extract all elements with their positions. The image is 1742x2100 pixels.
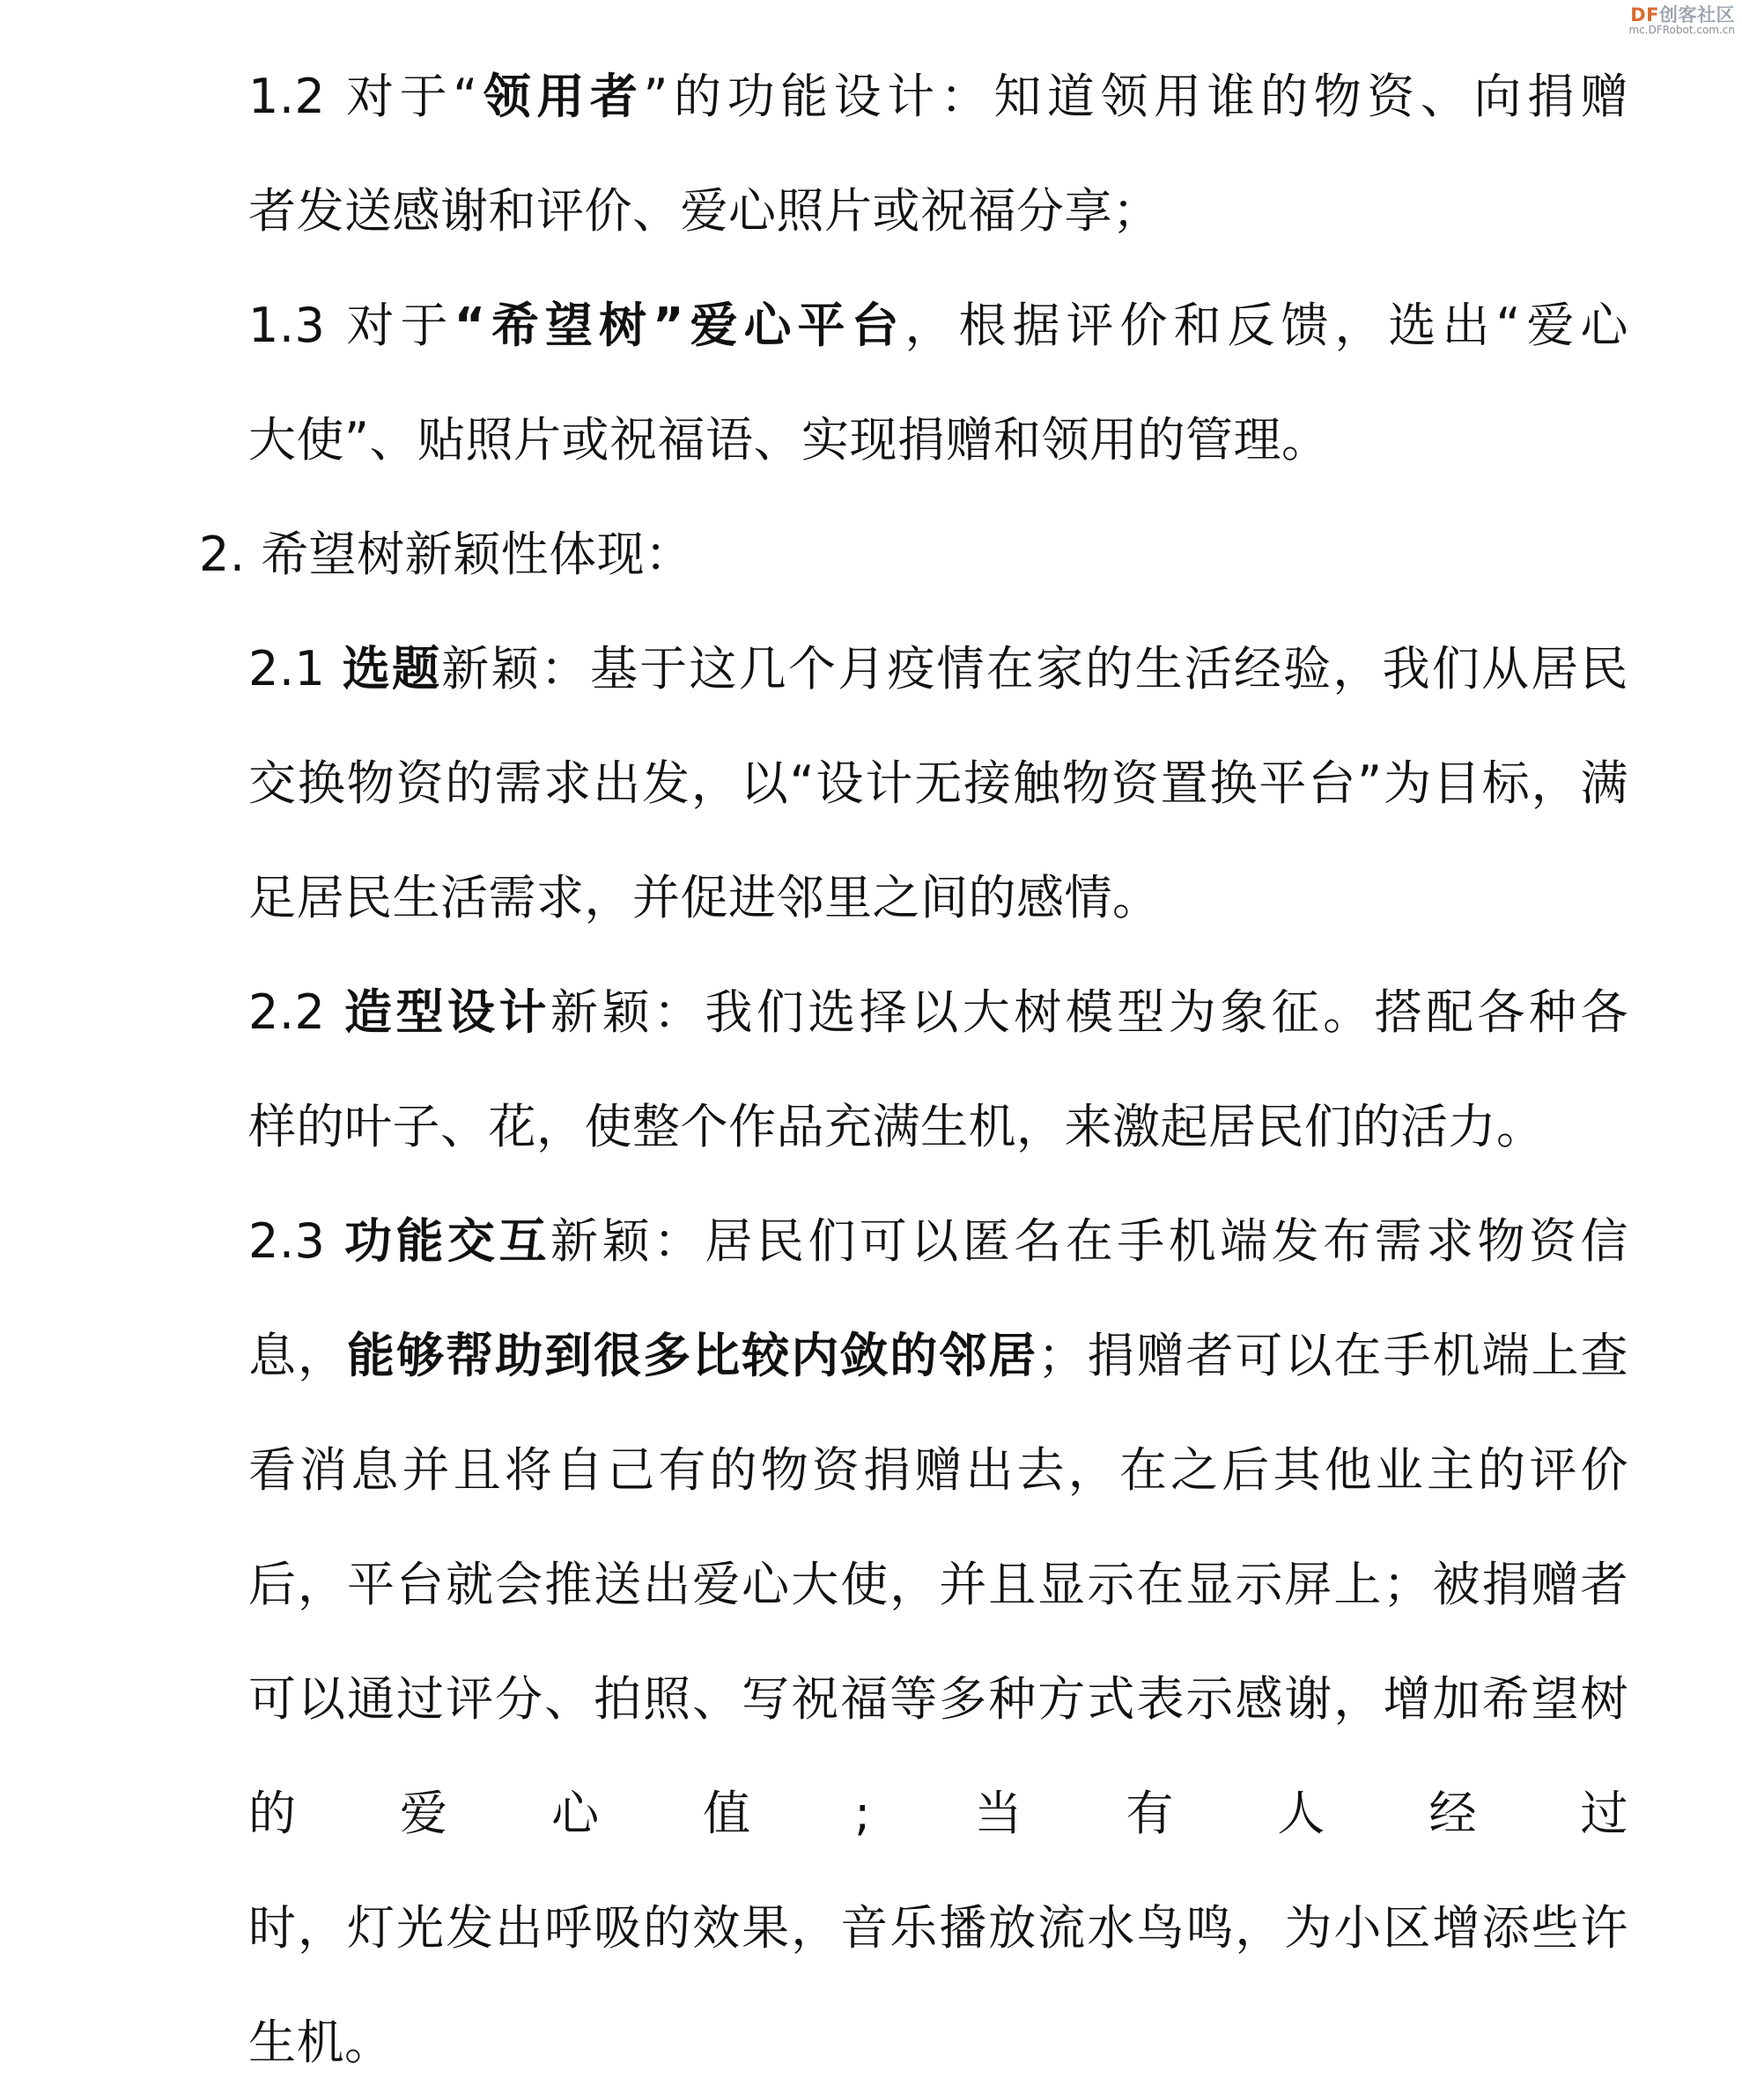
section-number: 2.3	[248, 1213, 326, 1269]
paragraph-text: 新颖：基于这几个月疫情在家的生活经验，我们从居民交换物资的需求出发，以“设计无接触物资置换平台”为目标，满	[248, 641, 1629, 811]
watermark-url: mc.DFRobot.com.cn	[1628, 24, 1735, 37]
paragraph-text: ”的功能设计：知道领用谁的物资、向捐赠	[643, 69, 1629, 124]
document-body	[92, 40, 1628, 2100]
paragraph-text: 对于	[325, 298, 454, 353]
section-number: 1.3	[248, 298, 326, 353]
paragraph-last-line: 样的叶子、花，使整个作品充满生机，来激起居民们的活力。	[248, 1099, 1545, 1154]
paragraph-2-2	[92, 955, 1628, 1184]
emphasis-text: 功能交互	[344, 1213, 550, 1269]
watermark-brand-text: 创客社区	[1659, 4, 1735, 26]
section-number: 2.2	[248, 984, 326, 1040]
paragraph-text: 对于“	[325, 69, 478, 124]
paragraph-text: ；捐赠者可以在手机端上查看消息并且将自己有的物资捐赠出去，在之后其他业主的评价后，平台就会推送出爱心大使，并且显示在显示屏上；被捐赠者可以通过评分、拍照、写祝福等多种方式表示感谢，增加希望树的爱心值;当有人经过	[248, 1328, 1629, 1841]
emphasis-text: 选题	[342, 641, 442, 696]
emphasis-text: 领用者	[477, 69, 644, 124]
paragraph-last-line: 时，灯光发出呼吸的效果，音乐播放流水鸟鸣，为小区增添些许生机。	[248, 1900, 1628, 2070]
paragraph-2-1	[92, 612, 1628, 955]
paragraph-last-line: 大使”、贴照片或祝福语、实现捐赠和领用的管理。	[248, 412, 1330, 468]
paragraph-text: 新颖：我们选择以大树模型为象征。搭配各种各	[550, 984, 1629, 1040]
section-number: 2.1	[248, 641, 326, 696]
paragraph-last-line: 者发送感谢和评价、爱心照片或祝福分享；	[248, 183, 1161, 239]
emphasis-text: 造型设计	[344, 984, 550, 1040]
section-number: 1.2	[248, 69, 326, 124]
emphasis-text: 能够帮助到很多比较内敛的邻居	[347, 1328, 1038, 1383]
paragraph-last-line: 足居民生活需求，并促进邻里之间的感情。	[248, 870, 1161, 925]
watermark	[1628, 5, 1735, 36]
paragraph-text	[325, 1213, 344, 1269]
paragraph-text: 新颖：居民们可以匿名在手机端发布需求物资信息，	[248, 1213, 1629, 1383]
paragraph-1-3	[92, 269, 1628, 497]
watermark-brand	[1628, 5, 1735, 25]
emphasis-text: “希望树”爱心平台	[454, 298, 905, 353]
paragraph-text	[325, 984, 344, 1040]
paragraph-1-2	[92, 40, 1628, 269]
paragraph-text	[325, 641, 342, 696]
paragraph-2-3	[92, 1184, 1628, 2100]
section-heading-2: 2. 希望树新颖性体现：	[199, 527, 693, 582]
paragraph-text: ，根据评价和反馈，选出“爱心	[904, 298, 1628, 353]
watermark-df-logo: DF	[1630, 4, 1659, 26]
